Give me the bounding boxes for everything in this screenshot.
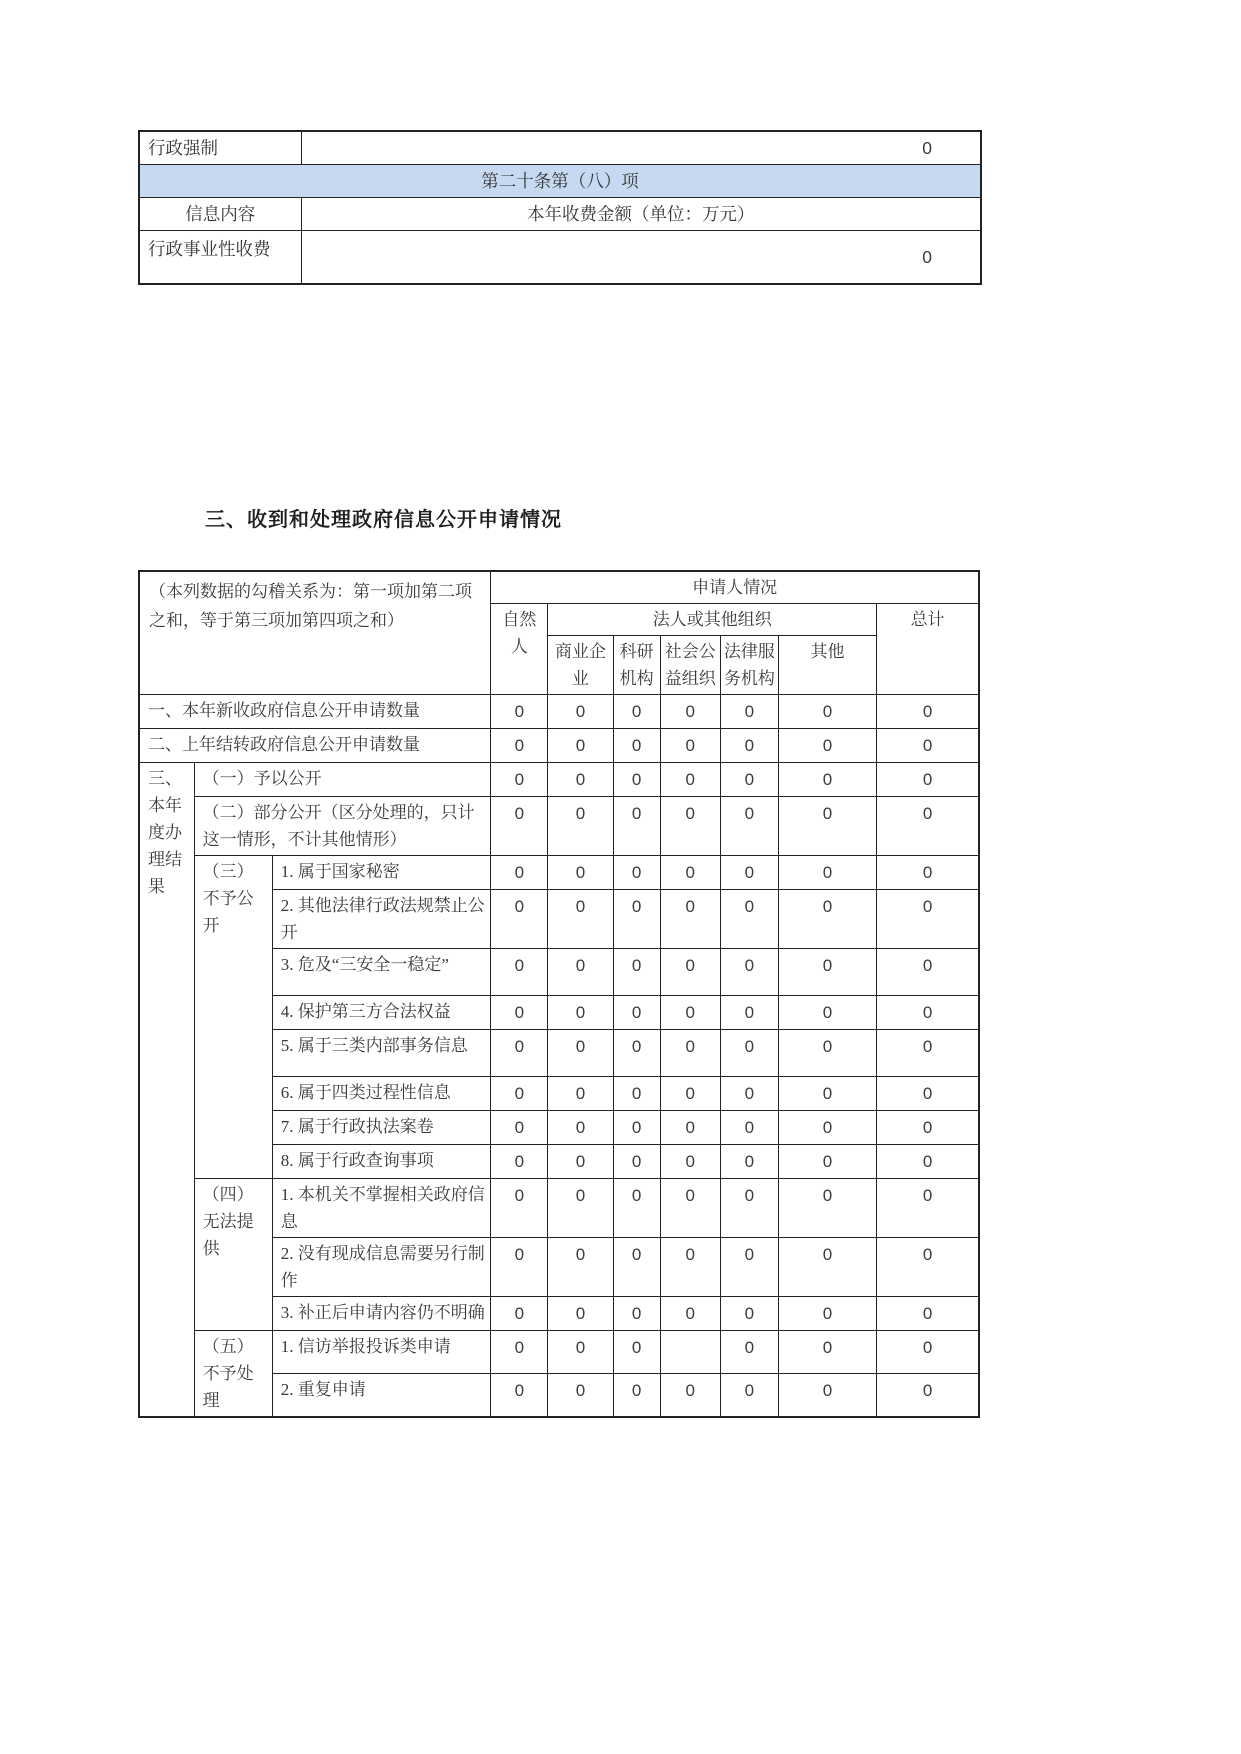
subcol-header-public-welfare: 社会公益组织 xyxy=(660,636,720,695)
value-cell xyxy=(660,1331,720,1374)
value-cell: 0 xyxy=(720,1297,778,1331)
value-cell: 0 xyxy=(720,856,778,890)
value-cell: 0 xyxy=(877,763,979,797)
value-cell: 0 xyxy=(877,729,979,763)
value-cell: 0 xyxy=(548,1331,613,1374)
value-cell: 0 xyxy=(491,729,548,763)
value-cell: 0 xyxy=(877,695,979,729)
value-cell: 0 xyxy=(877,1373,979,1417)
value-cell: 0 xyxy=(720,1179,778,1238)
table-row xyxy=(139,1331,979,1374)
header-row xyxy=(139,571,979,604)
value-cell: 0 xyxy=(660,890,720,949)
value-cell: 0 xyxy=(660,695,720,729)
table-row xyxy=(139,856,979,890)
subcol-header-commercial: 商业企业 xyxy=(548,636,613,695)
value-cell: 0 xyxy=(877,797,979,856)
row-label: 3. 危及“三安全一稳定” xyxy=(272,949,491,996)
value-cell: 0 xyxy=(548,695,613,729)
value-cell: 0 xyxy=(660,1297,720,1331)
value-cell: 0 xyxy=(720,1030,778,1077)
value-cell: 0 xyxy=(491,1077,548,1111)
value-cell: 0 xyxy=(548,797,613,856)
value-cell: 0 xyxy=(720,1111,778,1145)
value-cell: 0 xyxy=(660,729,720,763)
value-cell: 0 xyxy=(491,1030,548,1077)
value-cell: 0 xyxy=(491,1179,548,1238)
subgroup-not-processed-label: （五）不予处理 xyxy=(194,1331,272,1418)
value-cell: 0 xyxy=(660,996,720,1030)
applications-table xyxy=(138,570,980,1418)
value-cell: 0 xyxy=(720,1238,778,1297)
value-cell: 0 xyxy=(720,1331,778,1374)
value-cell: 0 xyxy=(877,1179,979,1238)
row-label: 3. 补正后申请内容仍不明确 xyxy=(272,1297,491,1331)
value-cell: 0 xyxy=(660,763,720,797)
value-cell: 0 xyxy=(548,1179,613,1238)
subcol-header-legal-service: 法律服务机构 xyxy=(720,636,778,695)
value-cell: 0 xyxy=(613,996,660,1030)
value-cell: 0 xyxy=(877,890,979,949)
value-cell: 0 xyxy=(613,1145,660,1179)
value-cell: 0 xyxy=(778,1238,876,1297)
subcol-header-research: 科研机构 xyxy=(613,636,660,695)
value-cell: 0 xyxy=(613,763,660,797)
section-title: 三、收到和处理政府信息公开申请情况 xyxy=(205,509,562,531)
value-cell: 0 xyxy=(613,729,660,763)
value-cell: 0 xyxy=(778,1297,876,1331)
value-cell: 0 xyxy=(778,695,876,729)
info-content-value: 本年收费金额（单位：万元） xyxy=(301,197,981,230)
value-cell: 0 xyxy=(548,996,613,1030)
row-label: 8. 属于行政查询事项 xyxy=(272,1145,491,1179)
table-row xyxy=(139,797,979,856)
row-label: 二、上年结转政府信息公开申请数量 xyxy=(139,729,491,763)
value-cell: 0 xyxy=(613,797,660,856)
row-label: 1. 属于国家秘密 xyxy=(272,856,491,890)
value-cell: 0 xyxy=(491,1373,548,1417)
info-content-label: 信息内容 xyxy=(139,197,301,230)
applicant-info-header: 申请人情况 xyxy=(491,571,979,604)
value-cell: 0 xyxy=(778,797,876,856)
value-cell: 0 xyxy=(613,1179,660,1238)
row-label: （二）部分公开（区分处理的，只计这一情形，不计其他情形） xyxy=(194,797,491,856)
value-cell: 0 xyxy=(778,1331,876,1374)
value-cell: 0 xyxy=(548,1238,613,1297)
value-cell: 0 xyxy=(877,1111,979,1145)
table-row xyxy=(139,230,981,284)
table-row xyxy=(139,131,981,164)
value-cell: 0 xyxy=(491,695,548,729)
value-cell: 0 xyxy=(877,856,979,890)
value-cell: 0 xyxy=(548,856,613,890)
value-cell: 0 xyxy=(548,1145,613,1179)
value-cell: 0 xyxy=(613,890,660,949)
row-label: 4. 保护第三方合法权益 xyxy=(272,996,491,1030)
value-cell: 0 xyxy=(877,1145,979,1179)
value-cell: 0 xyxy=(660,1111,720,1145)
value-cell: 0 xyxy=(720,763,778,797)
table-row xyxy=(139,1179,979,1238)
value-cell: 0 xyxy=(877,1331,979,1374)
value-cell: 0 xyxy=(720,1077,778,1111)
table-row xyxy=(139,763,979,797)
value-cell: 0 xyxy=(491,1297,548,1331)
value-cell: 0 xyxy=(491,856,548,890)
value-cell: 0 xyxy=(491,996,548,1030)
value-cell: 0 xyxy=(613,949,660,996)
value-cell: 0 xyxy=(877,1077,979,1111)
subgroup-unable-label: （四）无法提供 xyxy=(194,1179,272,1331)
value-cell: 0 xyxy=(778,890,876,949)
value-cell: 0 xyxy=(720,1145,778,1179)
row-label: 2. 其他法律行政法规禁止公开 xyxy=(272,890,491,949)
value-cell: 0 xyxy=(491,1145,548,1179)
value-cell: 0 xyxy=(778,996,876,1030)
row-label: 2. 重复申请 xyxy=(272,1373,491,1417)
value-cell: 0 xyxy=(778,1030,876,1077)
value-cell: 0 xyxy=(491,1238,548,1297)
value-cell: 0 xyxy=(720,996,778,1030)
value-cell: 0 xyxy=(660,856,720,890)
value-cell: 0 xyxy=(778,856,876,890)
value-cell: 0 xyxy=(548,1030,613,1077)
value-cell: 0 xyxy=(613,856,660,890)
value-cell: 0 xyxy=(720,890,778,949)
value-cell: 0 xyxy=(720,949,778,996)
value-cell: 0 xyxy=(778,1145,876,1179)
value-cell: 0 xyxy=(778,1077,876,1111)
group-results-label: 三、本年度办理结果 xyxy=(139,763,194,1418)
subgroup-refused-label: （三）不予公开 xyxy=(194,856,272,1179)
article-20-8-header: 第二十条第（八）项 xyxy=(139,164,981,197)
value-cell: 0 xyxy=(613,1238,660,1297)
row-label: （一）予以公开 xyxy=(194,763,491,797)
table-row xyxy=(139,729,979,763)
value-cell: 0 xyxy=(720,695,778,729)
value-cell: 0 xyxy=(548,1297,613,1331)
value-cell: 0 xyxy=(877,1297,979,1331)
value-cell: 0 xyxy=(660,1145,720,1179)
value-cell: 0 xyxy=(491,1111,548,1145)
subcol-header-other: 其他 xyxy=(778,636,876,695)
value-cell: 0 xyxy=(877,949,979,996)
value-cell: 0 xyxy=(660,949,720,996)
legal-org-header: 法人或其他组织 xyxy=(548,604,877,636)
value-cell: 0 xyxy=(613,1373,660,1417)
value-cell: 0 xyxy=(877,996,979,1030)
value-cell: 0 xyxy=(778,729,876,763)
value-cell: 0 xyxy=(778,949,876,996)
fee-table xyxy=(138,130,982,285)
value-cell: 0 xyxy=(778,1179,876,1238)
value-cell: 0 xyxy=(613,1331,660,1374)
value-cell: 0 xyxy=(613,695,660,729)
value-cell: 0 xyxy=(720,1373,778,1417)
value-cell: 0 xyxy=(778,1373,876,1417)
value-cell: 0 xyxy=(491,763,548,797)
value-cell: 0 xyxy=(548,1373,613,1417)
value-cell: 0 xyxy=(491,949,548,996)
table-row xyxy=(139,695,979,729)
row-label: 1. 本机关不掌握相关政府信息 xyxy=(272,1179,491,1238)
value-cell: 0 xyxy=(660,1238,720,1297)
row-label: 6. 属于四类过程性信息 xyxy=(272,1077,491,1111)
admin-coercion-value: 0 xyxy=(301,131,981,164)
value-cell: 0 xyxy=(877,1030,979,1077)
value-cell: 0 xyxy=(548,1077,613,1111)
row-label: 2. 没有现成信息需要另行制作 xyxy=(272,1238,491,1297)
row-label: 5. 属于三类内部事务信息 xyxy=(272,1030,491,1077)
value-cell: 0 xyxy=(720,797,778,856)
row-label: 7. 属于行政执法案卷 xyxy=(272,1111,491,1145)
total-header: 总计 xyxy=(877,604,979,695)
value-cell: 0 xyxy=(548,890,613,949)
admin-coercion-label: 行政强制 xyxy=(139,131,301,164)
value-cell: 0 xyxy=(660,1373,720,1417)
value-cell: 0 xyxy=(613,1297,660,1331)
value-cell: 0 xyxy=(877,1238,979,1297)
value-cell: 0 xyxy=(548,729,613,763)
value-cell: 0 xyxy=(778,1111,876,1145)
row-label: 一、本年新收政府信息公开申请数量 xyxy=(139,695,491,729)
value-cell: 0 xyxy=(778,763,876,797)
table-row xyxy=(139,197,981,230)
value-cell: 0 xyxy=(613,1111,660,1145)
value-cell: 0 xyxy=(548,949,613,996)
value-cell: 0 xyxy=(613,1077,660,1111)
value-cell: 0 xyxy=(720,729,778,763)
admin-fee-label: 行政事业性收费 xyxy=(139,230,301,284)
value-cell: 0 xyxy=(660,1179,720,1238)
value-cell: 0 xyxy=(548,763,613,797)
value-cell: 0 xyxy=(491,797,548,856)
value-cell: 0 xyxy=(613,1030,660,1077)
value-cell: 0 xyxy=(491,1331,548,1374)
admin-fee-value: 0 xyxy=(301,230,981,284)
value-cell: 0 xyxy=(491,890,548,949)
value-cell: 0 xyxy=(548,1111,613,1145)
value-cell: 0 xyxy=(660,797,720,856)
note-cell: （本列数据的勾稽关系为：第一项加第二项之和，等于第三项加第四项之和） xyxy=(139,571,491,695)
row-label: 1. 信访举报投诉类申请 xyxy=(272,1331,491,1374)
value-cell: 0 xyxy=(660,1030,720,1077)
natural-person-header: 自然人 xyxy=(491,604,548,695)
value-cell: 0 xyxy=(660,1077,720,1111)
article-header-row xyxy=(139,164,981,197)
